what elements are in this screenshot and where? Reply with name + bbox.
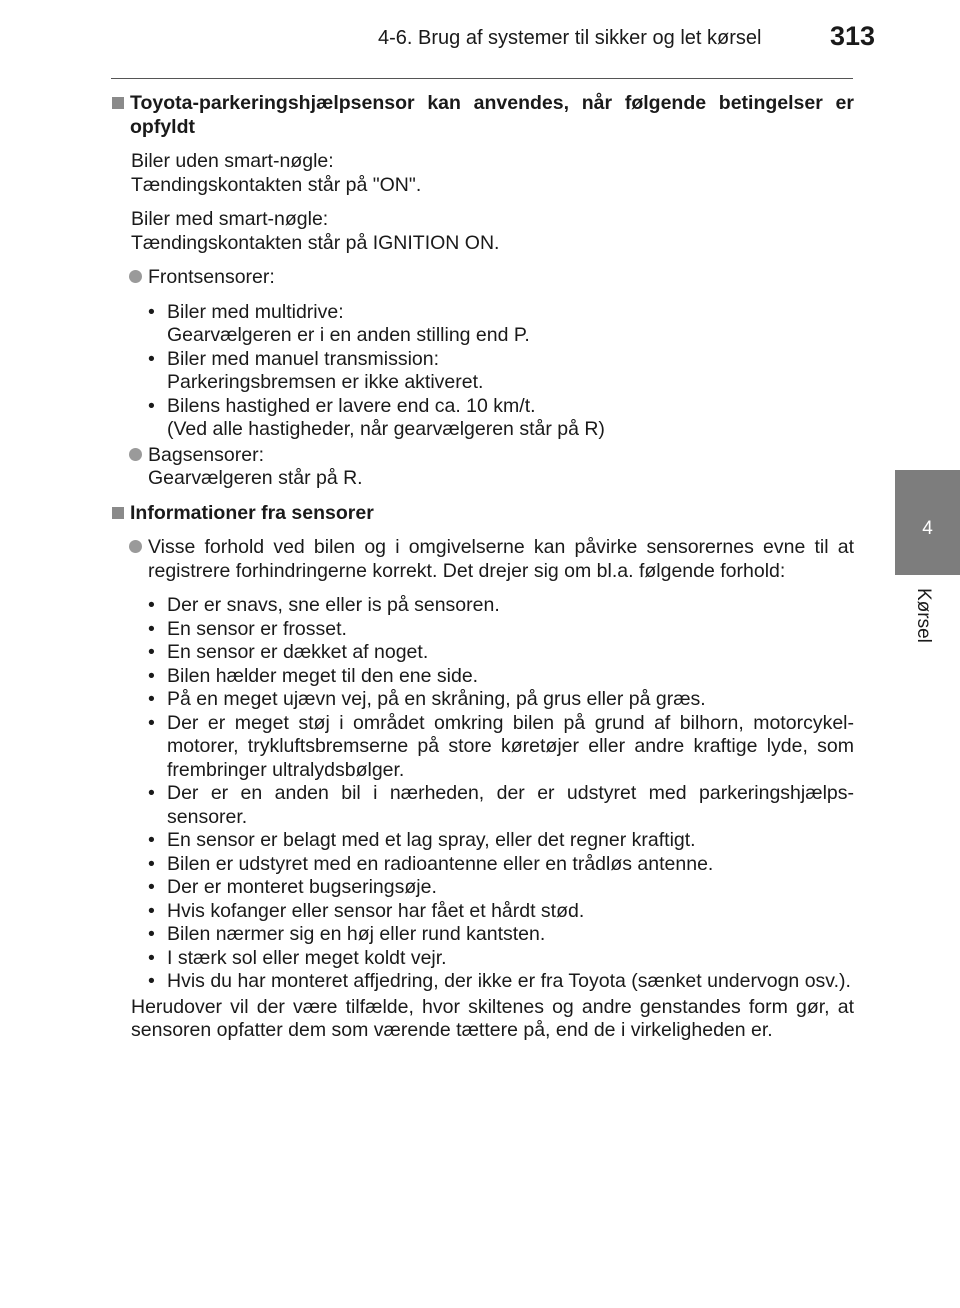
list-item (148, 665, 854, 689)
list-item (148, 594, 854, 618)
bullet-dot-icon: • (148, 946, 155, 969)
list-item (148, 641, 854, 665)
list-item-text: En sensor er belagt med et lag spray, eller det regner kraftigt. (167, 829, 696, 851)
bullet-dot-icon: • (148, 617, 155, 640)
list-item-text: En sensor er frosset. (167, 617, 347, 640)
paragraph-line: Tændingskontakten står på IGNITION ON. (131, 231, 500, 254)
list-item (148, 712, 854, 783)
list-item (148, 301, 854, 348)
list-item (148, 395, 854, 442)
bullet-dot-icon: • (148, 782, 155, 804)
list-item (148, 947, 854, 971)
section-heading-conditions (112, 92, 854, 139)
list-item (148, 876, 854, 900)
list-item (148, 923, 854, 947)
list-item-line: Biler med multidrive: (167, 300, 344, 323)
bullet-dot-icon: • (148, 970, 155, 992)
rear-sensors-item (112, 444, 854, 491)
closing-paragraph: Herudover vil der være tilfælde, hvor skiltenes og andre genstandes form gør, at sensoren opfatter dem som værende tættere på, end de i virkeligheden er. (131, 995, 854, 1041)
rear-sensors-condition: Gearvælgeren står på R. (148, 467, 363, 489)
bullet-dot-icon: • (148, 923, 155, 945)
bullet-dot-icon: • (148, 300, 155, 323)
circle-bullet-icon (129, 448, 142, 461)
bullet-dot-icon: • (148, 641, 155, 663)
heading-text: Informationer fra sensorer (130, 501, 374, 524)
list-item-text: Der er snavs, sne eller is på sensoren. (167, 594, 500, 616)
bullet-dot-icon: • (148, 664, 155, 687)
bullet-dot-icon: • (148, 852, 155, 875)
paragraph-smart-key (112, 208, 854, 255)
conditions-list (112, 594, 854, 994)
list-item-text: Der er en anden bil i nærheden, der er udstyret med parkeringshjælps-sensorer. (167, 782, 854, 828)
list-item-line: Parkeringsbremsen er ikke aktiveret. (167, 371, 484, 393)
bullet-dot-icon: • (148, 394, 155, 417)
paragraph-line: Biler uden smart-nøgle: (131, 150, 334, 172)
list-item (148, 688, 854, 712)
bullet-dot-icon: • (148, 711, 155, 734)
chapter-label: Kørsel (913, 588, 934, 643)
section-heading-sensor-info (112, 502, 854, 526)
list-item (148, 853, 854, 877)
list-item-line: Bilens hastighed er lavere end ca. 10 km/t. (167, 394, 536, 417)
list-item-text: I stærk sol eller meget koldt vejr. (167, 946, 447, 969)
rear-sensors-label: Bagsensorer: (148, 443, 264, 466)
square-bullet-icon (112, 507, 124, 519)
circle-bullet-icon (129, 540, 142, 553)
bullet-dot-icon: • (148, 876, 155, 898)
list-item (148, 618, 854, 642)
square-bullet-icon (112, 97, 124, 109)
front-sensors-item (112, 266, 854, 290)
list-item-text: Bilen nærmer sig en høj eller rund kantsten. (167, 923, 546, 945)
bullet-dot-icon: • (148, 688, 155, 710)
list-item-text: Der er meget støj i området omkring bilen på grund af bilhorn, motorcykel-motorer, trykluftsbremserne på store køretøjer eller andre kraftige lyde, som frembringer ultralydsbølger. (167, 711, 854, 781)
list-item-text: Bilen hælder meget til den ene side. (167, 664, 479, 687)
list-item-text: En sensor er dækket af noget. (167, 641, 429, 663)
list-item (148, 970, 854, 994)
list-item-text: Hvis du har monteret affjedring, der ikke er fra Toyota (sænket undervogn osv.). (167, 970, 851, 992)
list-item-line: Biler med manuel transmission: (167, 347, 440, 370)
page-number: 313 (830, 21, 876, 51)
intro-text: Visse forhold ved bilen og i omgivelserne kan påvirke sensorernes evne til at registrere forhindringerne korrekt. Det drejer sig om bl.a. følgende forhold: (148, 536, 854, 582)
header-divider (111, 78, 853, 79)
bullet-dot-icon: • (148, 594, 155, 616)
chapter-number: 4 (922, 518, 933, 539)
paragraph-line: Biler med smart-nøgle: (131, 208, 329, 230)
chapter-tab-label-area[interactable] (895, 578, 960, 673)
bullet-dot-icon: • (148, 899, 155, 922)
front-sensors-list (112, 301, 854, 442)
list-item (148, 829, 854, 853)
list-item (148, 900, 854, 924)
circle-bullet-icon (129, 270, 142, 283)
page-content (112, 92, 854, 1043)
list-item-text: Hvis kofanger eller sensor har fået et hårdt stød. (167, 899, 585, 922)
list-item-line: Gearvælgeren er i en anden stilling end P. (167, 324, 530, 346)
bullet-dot-icon: • (148, 829, 155, 851)
paragraph-line: Tændingskontakten står på "ON". (131, 173, 422, 196)
list-item-text: Der er monteret bugseringsøje. (167, 876, 437, 898)
front-sensors-label: Frontsensorer: (148, 266, 275, 288)
list-item-line: (Ved alle hastigheder, når gearvælgeren står på R) (167, 418, 605, 440)
sensor-info-intro (112, 536, 854, 583)
paragraph-no-smart-key (112, 150, 854, 197)
list-item-text: På en meget ujævn vej, på en skråning, på grus eller på græs. (167, 688, 706, 710)
list-item-text: Bilen er udstyret med en radioantenne eller en trådløs antenne. (167, 852, 714, 875)
bullet-dot-icon: • (148, 347, 155, 370)
list-item (148, 348, 854, 395)
heading-text: Toyota-parkeringshjælpsensor kan anvendes, når følgende betingelser er opfyldt (130, 92, 854, 138)
list-item (148, 782, 854, 829)
section-title: 4-6. Brug af systemer til sikker og let kørsel (378, 27, 762, 49)
